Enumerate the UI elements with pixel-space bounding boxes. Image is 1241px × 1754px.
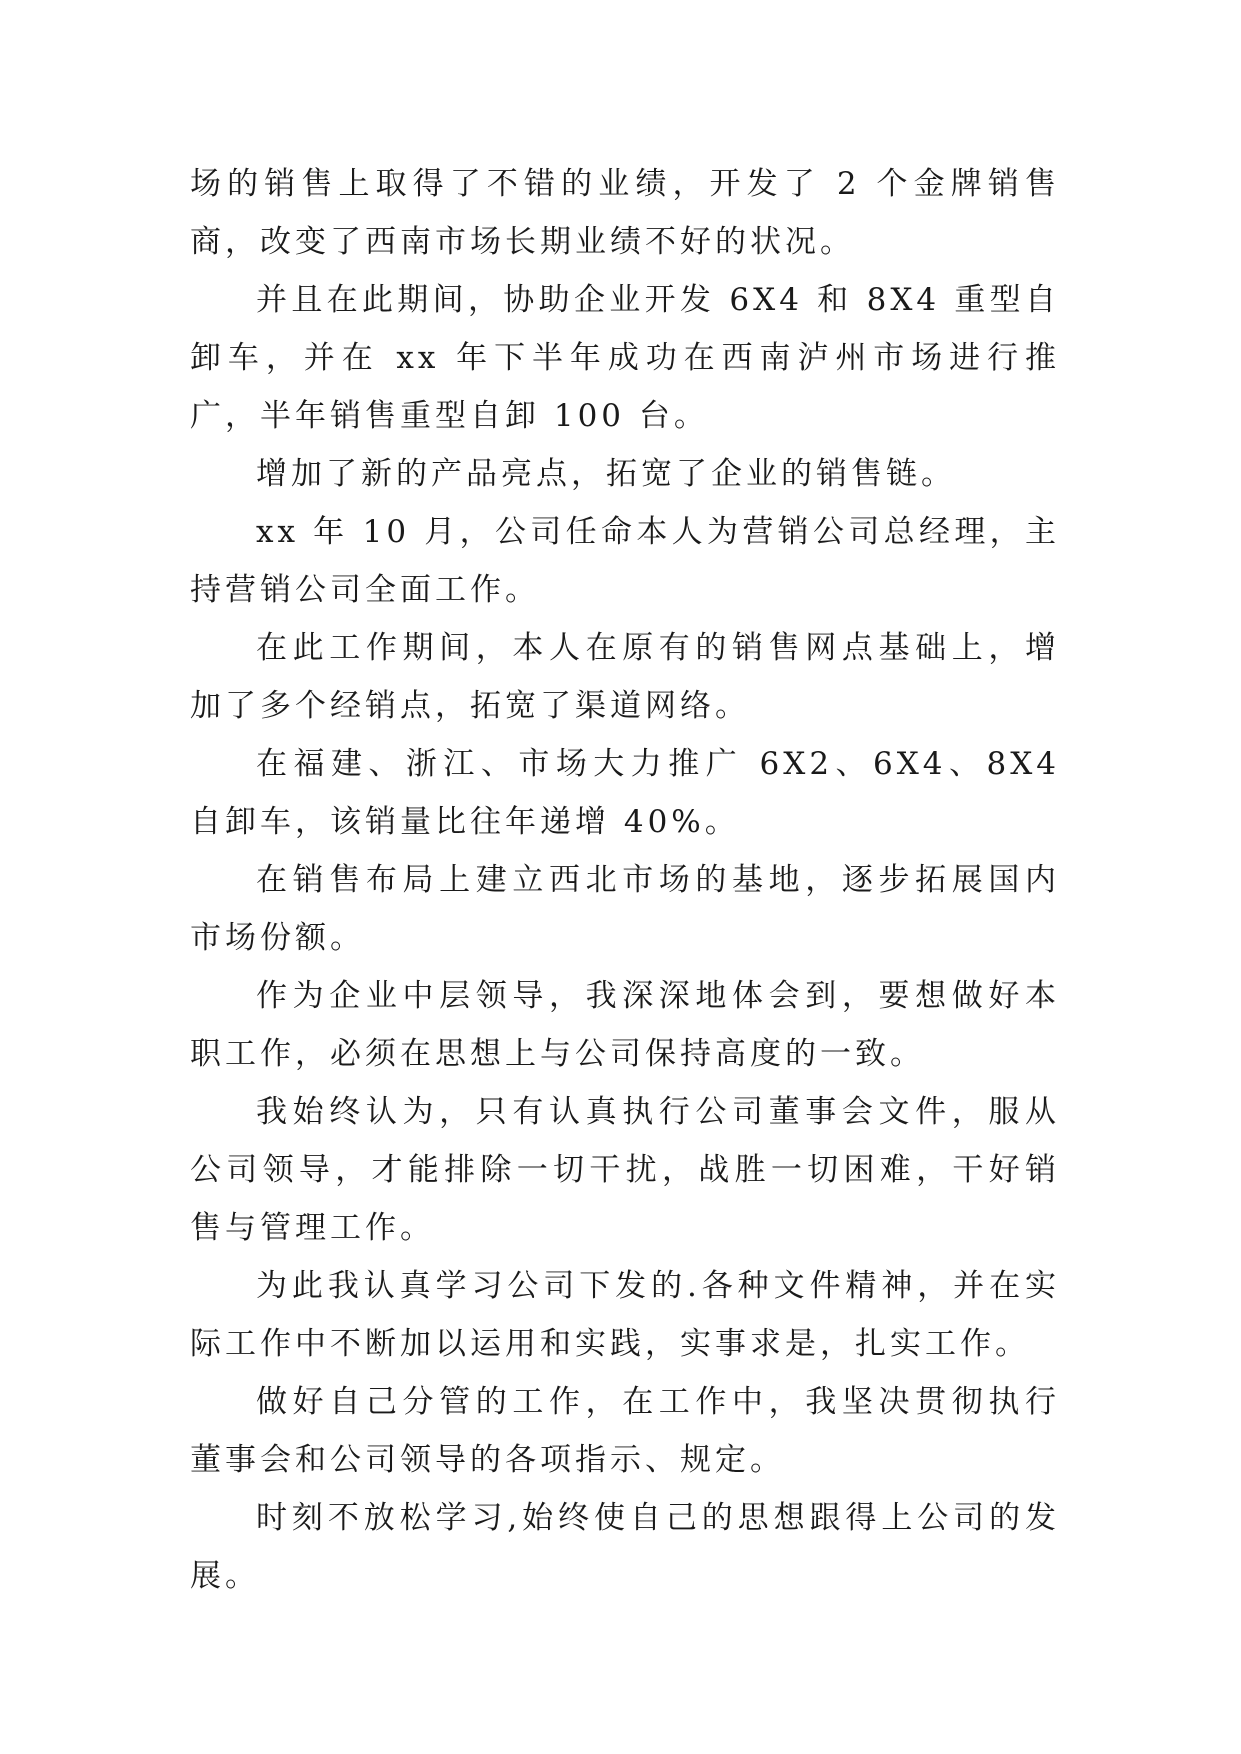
paragraph-12: 时刻不放松学习,始终使自己的思想跟得上公司的发展。 [190, 1500, 1060, 1594]
paragraph-8: 作为企业中层领导，我深深地体会到，要想做好本职工作，必须在思想上与公司保持高度的一致。 [190, 978, 1060, 1072]
paragraph-3: 增加了新的产品亮点，拓宽了企业的销售链。 [256, 456, 956, 492]
paragraph-1: 场的销售上取得了不错的业绩，开发了 2 个金牌销售商，改变了西南市场长期业绩不好的状况。 [190, 166, 1060, 260]
document-body [190, 155, 1060, 1605]
paragraph-9: 我始终认为，只有认真执行公司董事会文件，服从公司领导，才能排除一切干扰，战胜一切困难，干好销售与管理工作。 [190, 1094, 1060, 1246]
paragraph-4: xx 年 10 月，公司任命本人为营销公司总经理，主持营销公司全面工作。 [190, 514, 1060, 608]
paragraph-10: 为此我认真学习公司下发的.各种文件精神，并在实际工作中不断加以运用和实践，实事求是，扎实工作。 [190, 1268, 1060, 1362]
paragraph-6: 在福建、浙江、市场大力推广 6X2、6X4、8X4 自卸车，该销量比往年递增 40%。 [190, 746, 1060, 840]
paragraph-5: 在此工作期间，本人在原有的销售网点基础上，增加了多个经销点，拓宽了渠道网络。 [190, 630, 1060, 724]
paragraph-2: 并且在此期间，协助企业开发 6X4 和 8X4 重型自卸车，并在 xx 年下半年成功在西南泸州市场进行推广，半年销售重型自卸 100 台。 [190, 282, 1060, 434]
paragraph-11: 做好自己分管的工作，在工作中，我坚决贯彻执行董事会和公司领导的各项指示、规定。 [190, 1384, 1060, 1478]
paragraph-7: 在销售布局上建立西北市场的基地，逐步拓展国内市场份额。 [190, 862, 1060, 956]
